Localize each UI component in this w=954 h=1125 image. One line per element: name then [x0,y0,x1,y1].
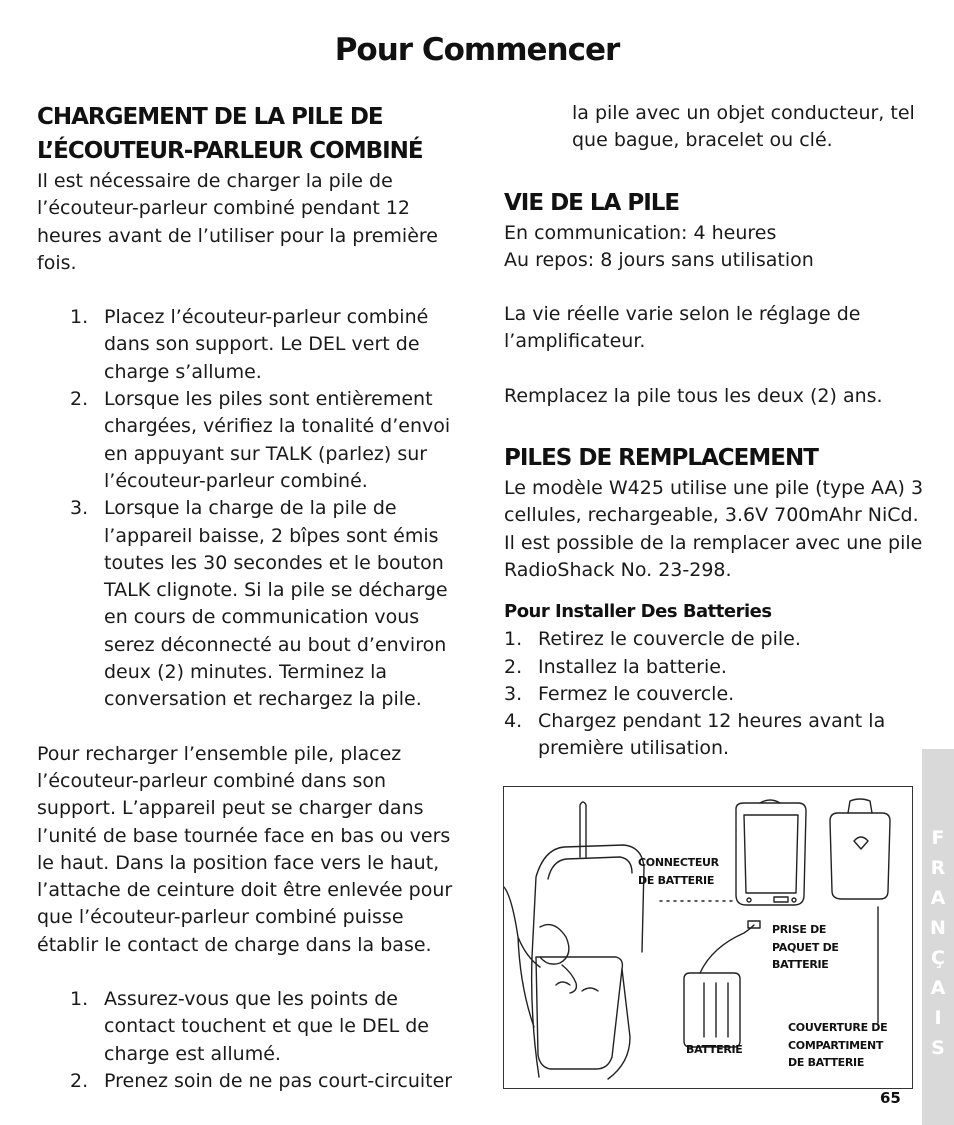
language-tab-letter: F [931,827,945,849]
step-number: 3. [504,682,523,705]
step-number: 2. [70,1069,89,1092]
recharge-paragraph: Pour recharger l’ensemble pile, placez l’écouteur-parleur combiné dans son support. L’appareil peut se charger dans l’unité de base tournée face en bas ou vers le haut. Dans la position face vers le haut, l’attache de ceinture doit être enlevée pour que l’écouteur-parleur combiné puisse établir le contact de charge dans la base. [37,742,453,956]
replacement-text: Le modèle W425 utilise une pile (type AA) 3 cellules, rechargeable, 3.6V 700mAhr NiCd. Il est possible de la remplacer avec une pile RadioShack No. 23-298. [504,477,924,581]
connector-label [638,854,719,889]
language-tab-letter: I [934,1007,942,1029]
step-number: 2. [70,388,89,411]
list-item [37,1068,457,1095]
handset-lower [608,969,630,1079]
battery-pack [684,973,740,1047]
step-number: 3. [70,497,89,520]
language-tab-letter: N [930,917,946,939]
screw-right [792,898,796,902]
language-tab-letter: Ç [931,947,945,969]
step-number: 1. [504,628,523,651]
cover-arrow [854,837,868,849]
list-item [504,681,924,708]
life-talk: En communication: 4 heures [504,221,777,244]
life-note: La vie réelle varie selon le réglage de l’amplificateur. [504,303,861,353]
install-heading: Pour Installer Des Batteries [504,601,772,623]
charging-heading-line1: CHARGEMENT DE LA PILE DE [37,104,383,130]
label-line: COUVERTURE DE [788,1021,888,1034]
step-text: Assurez-vous que les points de contact touchent et que le DEL de charge est allumé. [104,988,429,1065]
step-text: Retirez le couvercle de pile. [538,628,801,651]
step-number: 1. [70,988,89,1011]
battery-wire [700,925,754,973]
label-line: CONNECTEUR [638,856,719,869]
battery-installation-figure [503,786,913,1089]
cover-clip [848,799,872,813]
step-text: Lorsque les piles sont entièrement chargées, vérifiez la tonalité d’envoi en appuyant sur TALK (parlez) sur l’écouteur-parleur combiné. [104,388,451,492]
charging-steps [37,304,457,713]
plug-label [772,921,839,974]
cover-label [788,1019,887,1072]
label-line: COMPARTIMENT [788,1038,884,1052]
battery-label: BATTERIE [686,1043,743,1056]
list-item [504,708,924,763]
label-line: PRISE DE [772,923,827,936]
list-item [37,986,457,1068]
install-steps [504,626,924,762]
label-line: DE BATTERIE [638,873,715,887]
language-tab-letter: R [930,857,946,879]
step-text: Prenez soin de ne pas court-circuiter [104,1069,453,1092]
battery-cells [704,983,728,1037]
battery-life-heading: VIE DE LA PILE [504,189,680,216]
label-line: PAQUET DE [772,940,839,954]
charging-heading-line2: L’ÉCOUTEUR-PARLEUR COMBINÉ [37,138,423,164]
list-item [37,495,457,713]
step-text: Placez l’écouteur-parleur combiné dans son support. Le DEL vert de charge s’allume. [104,306,429,383]
step-number: 1. [70,306,89,329]
language-tab-letter: A [930,887,946,909]
battery-door [536,957,622,1069]
step-text: Lorsque la charge de la pile de l’appareil baisse, 2 bîpes sont émis toutes les 30 secondes et le bouton TALK clignote. Si la pile se décharge en cours de communication vous serez déconnecté au bout d’environ deux (2) minutes. Terminez la conversation et rechargez la pile. [104,497,448,711]
list-item [504,626,924,653]
language-tab-letter: A [930,977,946,999]
life-replace: Remplacez la pile tous les deux (2) ans. [504,384,883,407]
handset-inner [548,857,632,879]
list-item [504,654,924,681]
step-number: 4. [504,710,523,733]
step-text: Fermez le couvercle. [538,682,735,705]
left-column [37,100,457,1095]
charging-intro: Il est nécessaire de charger la pile de l’écouteur-parleur combiné pendant 12 heures avant de l’utiliser pour la première fois. [37,170,438,274]
list-item [37,304,457,386]
charging-heading [37,100,457,168]
life-standby: Au repos: 8 jours sans utilisation [504,248,814,271]
compartment [744,815,798,893]
page-title: Pour Commencer [334,32,620,68]
handset-body [532,845,644,1077]
page-number: 65 [880,1089,901,1107]
connector-pins [774,897,788,902]
language-tab-letter: S [931,1037,945,1059]
continuation-text: la pile avec un objet conducteur, tel que bague, bracelet ou clé. [572,102,915,152]
cover [830,813,890,899]
label-line: DE BATTERIE [788,1056,865,1069]
hand-thumb [540,925,569,965]
list-item [37,386,457,495]
language-tab [922,749,954,1125]
replacement-heading: PILES DE REMPLACEMENT [504,445,818,472]
screw-left [747,898,751,902]
step-number: 2. [504,655,523,678]
handset-antenna [580,802,586,857]
step-text: Installez la batterie. [538,655,727,678]
right-column [504,100,924,763]
contact-steps [37,986,457,1095]
label-line: BATTERIE [772,958,829,971]
step-text: Chargez pendant 12 heures avant la première utilisation. [538,710,886,760]
hand-finger [562,965,576,993]
